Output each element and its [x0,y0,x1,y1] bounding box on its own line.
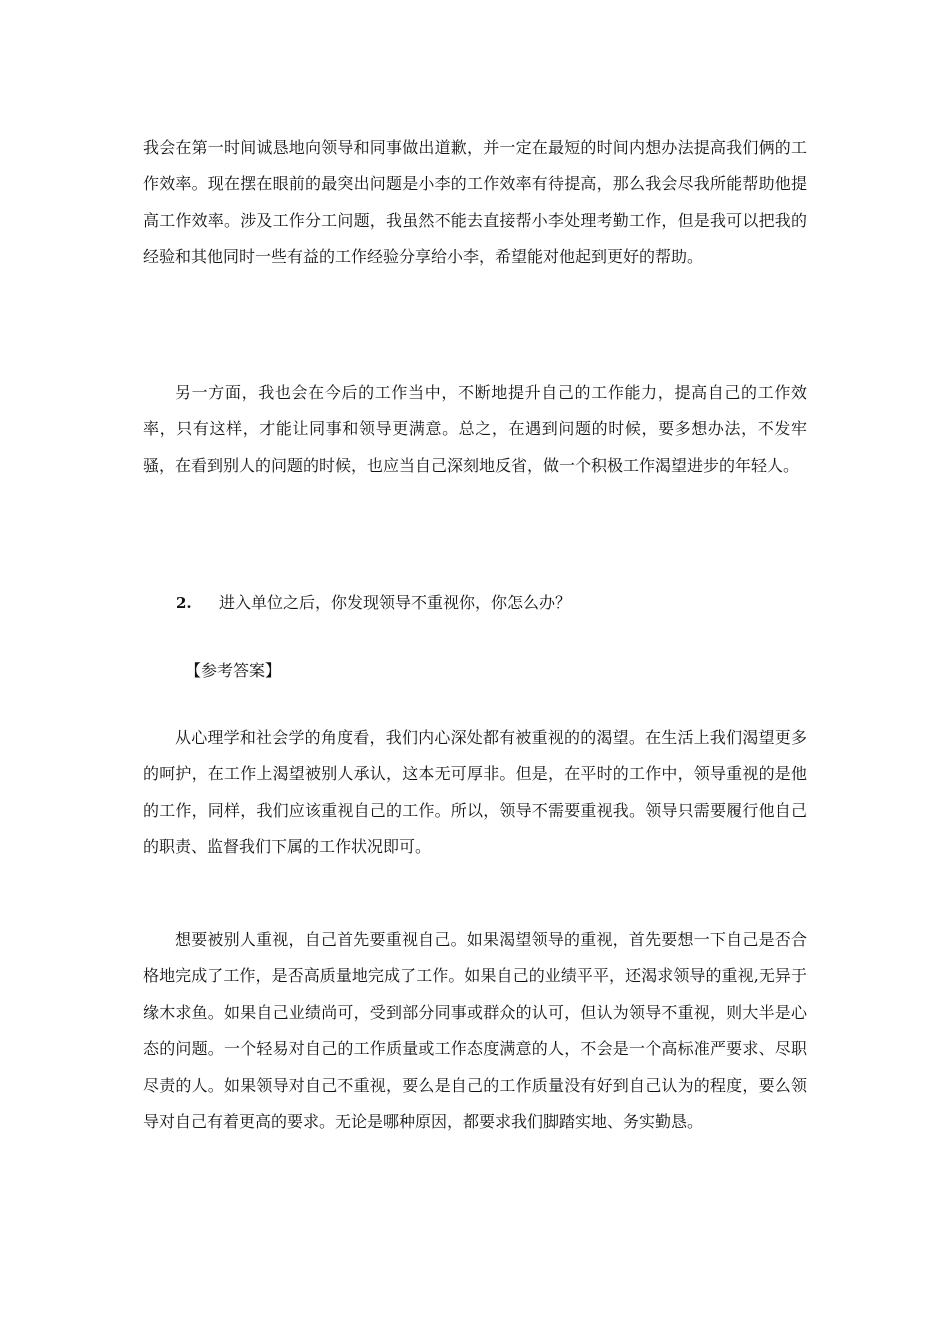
reference-answer-label: 【参考答案】 [185,661,282,680]
answer-paragraph-self-respect: 想要被别人重视，自己首先要重视自己。如果渴望领导的重视，首先要想一下自己是否合格地完成了工作，是否高质量地完成了工作。如果自己的业绩平平，还渴求领导的重视,无异于缘木求鱼。如果自己业绩尚可，受到部分同事或群众的认可，但认为领导不重视，则大半是心态的问题。一个轻易对自己的工作质量或工作态度满意的人，不会是一个高标准严要求、尽职尽责的人。如果领导对自己不重视，要么是自己的工作质量没有好到自己认为的程度，要么领导对自己有着更高的要求。无论是哪种原因，都要求我们脚踏实地、务实勤恳。 [143,930,807,1132]
answer-paragraph-psychology: 从心理学和社会学的角度看，我们内心深处都有被重视的的渴望。在生活上我们渴望更多的呵护，在工作上渴望被别人承认，这本无可厚非。但是，在平时的工作中，领导重视的是他的工作，同样，我们应该重视自己的工作。所以，领导不需要重视我。领导只需要履行他自己的职责、监督我们下属的工作状况即可。 [143,728,807,857]
paragraph-apology: 我会在第一时间诚恳地向领导和同事做出道歉，并一定在最短的时间内想办法提高我们俩的工作效率。现在摆在眼前的最突出问题是小李的工作效率有待提高，那么我会尽我所能帮助他提高工作效率。涉及工作分工问题，我虽然不能去直接帮小李处理考勤工作，但是我可以把我的经验和其他同时一些有益的工作经验分享给小李，希望能对他起到更好的帮助。 [143,138,807,267]
paragraph-self-improvement: 另一方面，我也会在今后的工作当中，不断地提升自己的工作能力，提高自己的工作效率，只有这样，才能让同事和领导更满意。总之，在遇到问题的时候，要多想办法，不发牢骚，在看到别人的问题的时候，也应当自己深刻地反省，做一个积极工作渴望进步的年轻人。 [143,383,807,475]
question-number: 2. [176,594,192,612]
question-text: 进入单位之后，你发现领导不重视你，你怎么办？ [219,593,572,612]
